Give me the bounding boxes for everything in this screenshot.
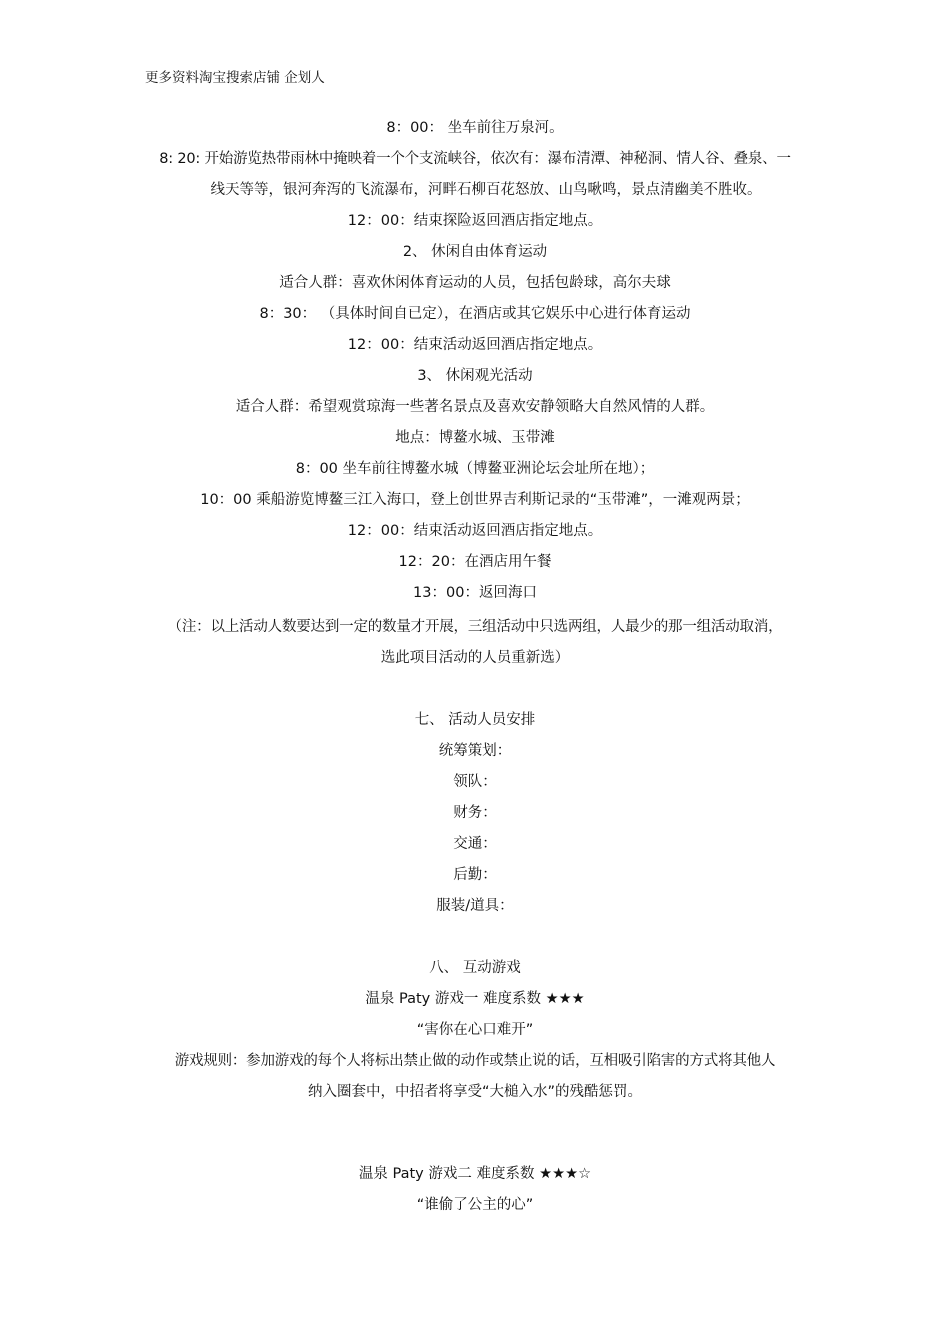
game-1-title: 温泉 Paty 游戏一 难度系数 ★★★: [365, 991, 585, 1007]
section-heading-3: 3、 休闲观光活动: [417, 368, 533, 384]
schedule-line-9: 12：00：结束活动返回酒店指定地点。: [347, 523, 603, 539]
schedule-line-8: 10：00 乘船游览博鳌三江入海口，登上创世界吉利斯记录的“玉带滩”，一滩观两景；: [200, 492, 750, 508]
game-2-title: 温泉 Paty 游戏二 难度系数 ★★★☆: [358, 1166, 592, 1182]
schedule-line-6: 12：00：结束活动返回酒店指定地点。: [347, 337, 603, 353]
schedule-line-10: 12：20：在酒店用午餐: [398, 554, 552, 570]
schedule-line-7: 8：00 坐车前往博鳌水城（博鳌亚洲论坛会址所在地）；: [295, 461, 655, 477]
schedule-line-11: 13：00：返回海口: [413, 585, 537, 601]
staff-transport: 交通：: [453, 836, 497, 852]
location-line: 地点：博鳌水城、玉带滩: [395, 430, 555, 446]
section-heading-8: 八、 互动游戏: [429, 960, 521, 976]
schedule-line-1: 8：00： 坐车前往万泉河。: [386, 120, 564, 136]
game-1-name: “害你在心口难开”: [416, 1022, 534, 1038]
schedule-line-3: 线天等等，银河奔泻的飞流瀑布，河畔石柳百花怒放、山鸟啾鸣，景点清幽美不胜收。: [210, 182, 762, 198]
page-header: 更多资料淘宝搜索店铺 企划人: [145, 70, 325, 86]
staff-planner: 统筹策划：: [438, 743, 512, 759]
staff-costume-props: 服装/道具：: [436, 898, 514, 914]
game-1-rules-line-2: 纳入圈套中，中招者将享受“大槌入水”的残酷惩罚。: [307, 1084, 643, 1100]
staff-leader: 领队：: [453, 774, 497, 790]
target-group-line: 适合人群：喜欢休闲体育运动的人员，包括包龄球，高尔夫球: [279, 275, 671, 291]
section-heading-2: 2、 休闲自由体育运动: [402, 244, 548, 260]
game-1-rules-line-1: 游戏规则：参加游戏的每个人将标出禁止做的动作或禁止说的话，互相吸引陷害的方式将其他人: [174, 1053, 776, 1069]
schedule-line-2: 8: 20: 开始游览热带雨林中掩映着一个个支流峡谷，依次有：瀑布清潭、神秘洞、情人谷、叠泉、一: [159, 151, 791, 167]
target-group-line: 适合人群：希望观赏琼海一些著名景点及喜欢安静领略大自然风情的人群。: [235, 399, 715, 415]
staff-finance: 财务：: [453, 805, 497, 821]
schedule-line-4: 12：00：结束探险返回酒店指定地点。: [347, 213, 603, 229]
schedule-line-5: 8：30： （具体时间自已定），在酒店或其它娱乐中心进行体育运动: [259, 306, 691, 322]
game-2-name: “谁偷了公主的心”: [416, 1197, 534, 1213]
note-line-1: （注：以上活动人数要达到一定的数量才开展，三组活动中只选两组，人最少的那一组活动取消，: [167, 619, 783, 635]
note-line-2: 选此项目活动的人员重新选）: [380, 650, 570, 666]
staff-logistics: 后勤：: [453, 867, 497, 883]
section-heading-7: 七、 活动人员安排: [414, 712, 536, 728]
